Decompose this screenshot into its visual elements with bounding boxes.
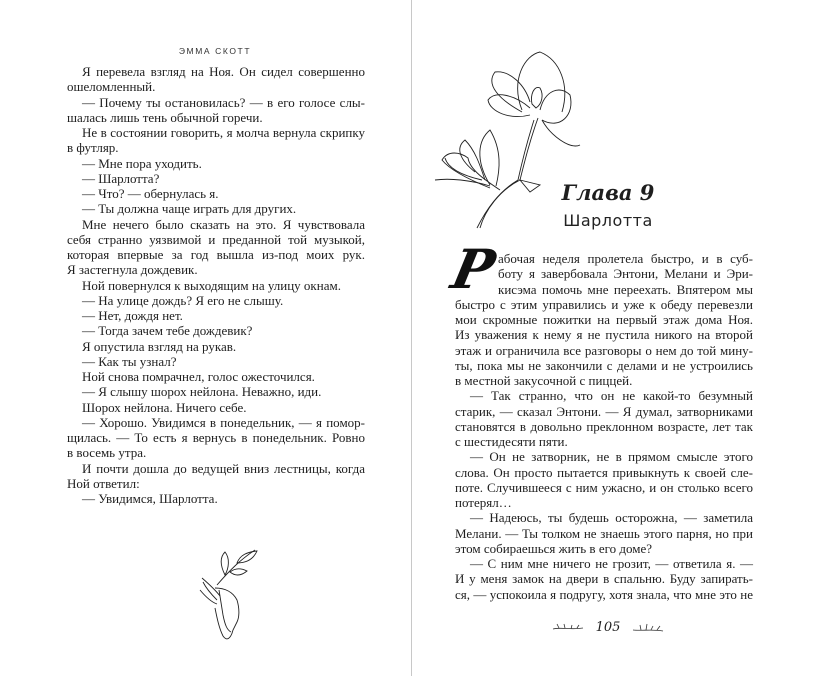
right-page-body-text: [455, 251, 753, 602]
text-line: мои скромные пожитки на первый этаж дома Ноя.: [455, 312, 753, 327]
text-line: в футляр.: [67, 140, 119, 156]
text-line: — Я слышу шорох нейлона. Неважно, иди.: [82, 384, 322, 400]
text-line: Ной снова помрачнел, голос ожесточился.: [82, 369, 315, 384]
text-line: становятся в довольно преклонном возрасте, лет так: [455, 418, 753, 434]
text-line: — С ним мне ничего не грозит, — ответила я. —: [470, 556, 753, 571]
text-line: Из уважения к нему я не пустила никого на второй: [455, 327, 753, 343]
text-line: — Тогда зачем тебе дождевик?: [82, 323, 253, 339]
text-line: Я перевела взгляд на Ноя. Он сидел совершенно: [82, 64, 365, 79]
text-line: — Он не затворник, не в прямом смысле этого: [470, 449, 753, 465]
text-line: поте. Случившееся с ним ужасно, и он столько всего: [455, 479, 753, 495]
text-line: себя странно уязвимой и преданной той музыкой,: [67, 231, 365, 247]
text-line: — Ты должна чаще играть для других.: [82, 201, 297, 217]
text-line: Мне нечего было сказать на это. Я чувствовала: [82, 216, 365, 232]
text-line: ошеломленный.: [67, 79, 156, 95]
text-line: шалась лишь тень обычной горечи.: [67, 109, 263, 125]
text-line: ты, пока мы не закончили с делами и не устроились: [455, 357, 753, 373]
text-line: кисэма помочь мне переехать. Впятером мы: [498, 281, 753, 297]
text-line: потерял…: [455, 495, 512, 510]
text-line: этаж и ограничила все разговоры о нем до той мину-: [455, 342, 753, 358]
text-line: — Почему ты остановилась? — в его голосе слы-: [82, 94, 365, 110]
running-head-author: ЭММА СКОТТ: [178, 46, 252, 56]
left-flourish-icon: [551, 623, 585, 633]
right-flourish-icon: [631, 623, 665, 633]
text-line: — Что? — обернулась я.: [82, 186, 219, 201]
text-line: Ной ответил:: [67, 475, 140, 491]
text-line: — Мне пора уходить.: [82, 155, 202, 171]
text-line: быстро с этим управились и уже к обеду перевезли: [455, 296, 753, 312]
text-line: с шестидесяти пяти.: [455, 434, 568, 449]
text-line: Я застегнула дождевик.: [67, 262, 198, 278]
text-line: — Хорошо. Увидимся в понедельник, — я помор-: [82, 414, 365, 430]
drop-cap: Р: [446, 237, 501, 301]
text-line: Не в состоянии говорить, я молча вернула скрипку: [82, 125, 365, 140]
text-line: — Шарлотта?: [82, 170, 160, 186]
text-line: которая впервые за год вышла из-под моих рук.: [67, 247, 365, 262]
page-number-line: [413, 620, 803, 635]
text-line: Я опустила взгляд на рукав.: [82, 338, 237, 354]
text-line: старик, — сказал Энтони. — Я думал, затворниками: [455, 403, 753, 419]
text-line: слова. Он просто пытается привыкнуть к своей сле-: [455, 464, 753, 480]
text-line: боту я завербовала Энтони, Мелани и Эри-: [498, 266, 753, 282]
text-line: — Так странно, что он не какой-то безумный: [470, 388, 753, 404]
text-line: ся, — успокоила я подругу, хотя знала, что мне это не: [455, 586, 753, 602]
left-page-body-text: [67, 64, 365, 506]
chapter-name: Шарлотта: [563, 211, 653, 230]
text-line: в местной закусочной с пиццей.: [455, 373, 633, 388]
hand-with-branch-illustration: [195, 530, 265, 645]
text-line: — Увидимся, Шарлотта.: [82, 491, 218, 506]
page-number: 105: [595, 620, 621, 635]
text-line: щилась. — То есть я вернусь в понедельник. Ровно: [67, 430, 365, 445]
text-line: Шорох нейлона. Ничего себе.: [82, 399, 247, 415]
text-line: этом собираешься жить в его доме?: [455, 540, 652, 556]
right-page: [413, 0, 820, 676]
text-line: — Надеюсь, ты будешь осторожна, — заметила: [470, 510, 753, 526]
text-line: Мелани. — Ты толком не знаешь этого парня, но при: [455, 525, 753, 541]
text-line: — Как ты узнал?: [82, 353, 177, 369]
book-spine-divider: [411, 0, 412, 676]
text-line: — На улице дождь? Я его не слышу.: [82, 292, 284, 308]
chapter-title: Глава 9: [561, 180, 655, 205]
text-line: И у меня замок на двери в спальню. Буду запирать-: [455, 571, 753, 587]
text-line: Ной повернулся к выходящим на улицу окнам.: [82, 277, 341, 293]
text-line: абочая неделя пролетела быстро, и в суб-: [498, 251, 753, 266]
text-line: И почти дошла до ведущей вниз лестницы, когда: [82, 460, 365, 476]
text-line: — Нет, дождя нет.: [82, 308, 183, 323]
text-line: в восемь утра.: [67, 445, 147, 461]
